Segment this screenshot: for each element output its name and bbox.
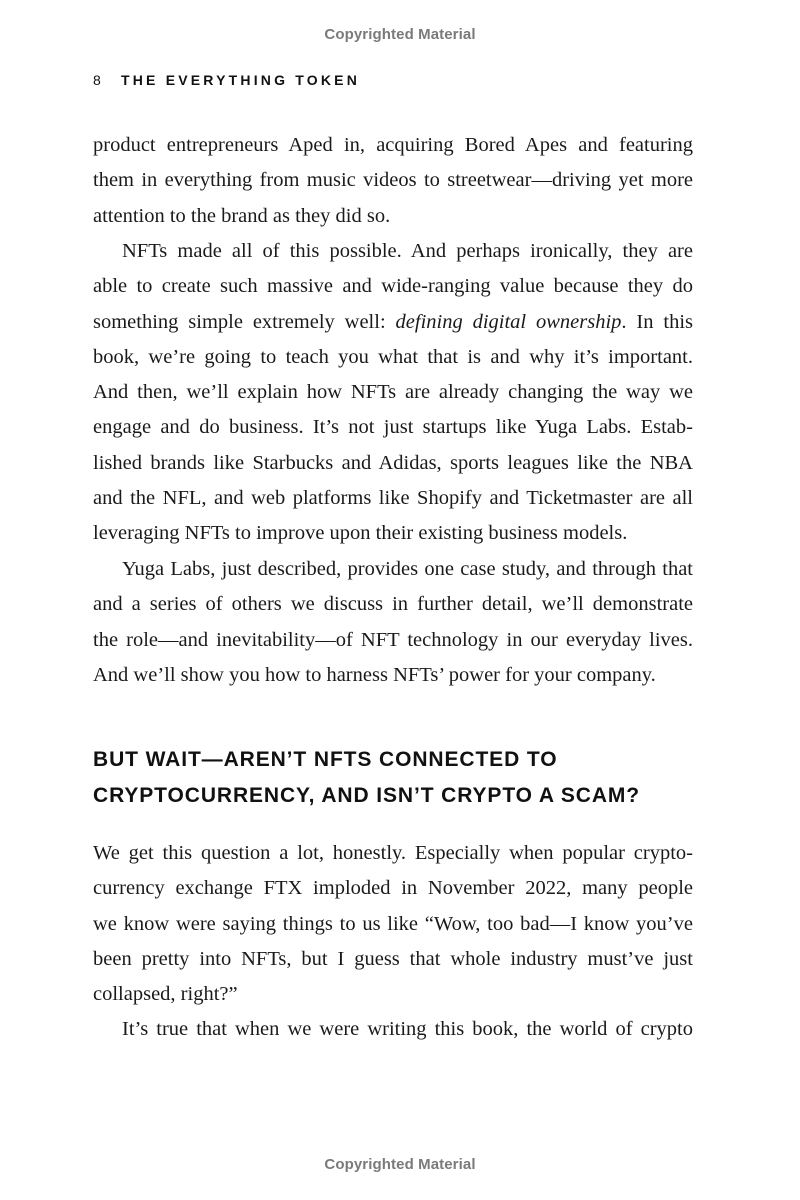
copyright-watermark-top: Copyrighted Material [324, 26, 476, 43]
text-line: been pretty into NFTs, but I guess that whole industry must’ve just [93, 947, 693, 970]
text-line: lished brands like Starbucks and Adidas, sports leagues like the NBA [93, 451, 693, 474]
heading-line: BUT WAIT—AREN’T NFTS CONNECTED TO [93, 748, 558, 771]
text-line: engage and do business. It’s not just startups like Yuga Labs. Estab- [93, 416, 693, 439]
text-line: able to create such massive and wide-ranging value because they do [93, 275, 693, 298]
text-span: . In this [621, 310, 693, 333]
text-line: attention to the brand as they did so. [93, 204, 391, 227]
text-line: Yuga Labs, just described, provides one case study, and through that [122, 558, 693, 580]
text-line: And we’ll show you how to harness NFTs’ power for your company. [93, 663, 656, 686]
text-line: them in everything from music videos to streetwear—driving yet more [93, 169, 693, 192]
copyright-watermark-bottom: Copyrighted Material [324, 1156, 476, 1173]
paragraph-nfts-made-possible [93, 234, 693, 552]
page-number: 8 [93, 72, 102, 88]
text-line: currency exchange FTX imploded in November 2022, many people [93, 877, 693, 900]
text-line: product entrepreneurs Aped in, acquiring Bored Apes and featuring [93, 134, 693, 156]
running-head [93, 72, 360, 88]
text-line: and the NFL, and web platforms like Shopify and Ticketmaster are all [93, 487, 693, 510]
book-title: THE EVERYTHING TOKEN [121, 72, 361, 88]
text-span: something simple extremely well: [93, 310, 396, 333]
section-heading [93, 742, 713, 814]
emphasis-defining-digital-ownership: defining digital ownership [395, 310, 622, 333]
text-line: and a series of others we discuss in further detail, we’ll demonstrate [93, 593, 693, 616]
text-line-with-emphasis [93, 305, 693, 340]
text-line: book, we’re going to teach you what that is and why it’s important. [93, 345, 693, 368]
section-body [93, 836, 693, 1048]
heading-line: CRYPTOCURRENCY, AND ISN’T CRYPTO A SCAM? [93, 784, 641, 807]
text-line: we know were saying things to us like “Wow, too bad—I know you’ve [93, 912, 693, 935]
text-line: the role—and inevitability—of NFT technology in our everyday lives. [93, 628, 693, 651]
text-line: collapsed, right?” [93, 983, 238, 1006]
text-line: leveraging NFTs to improve upon their existing business models. [93, 522, 628, 545]
text-line: And then, we’ll explain how NFTs are already changing the way we [93, 381, 693, 404]
paragraph-continuation [93, 128, 693, 234]
text-line: It’s true that when we were writing this book, the world of crypto [122, 1018, 693, 1041]
paragraph-yuga-labs [93, 552, 693, 693]
text-line: We get this question a lot, honestly. Especially when popular crypto- [93, 842, 693, 864]
text-line: NFTs made all of this possible. And perhaps ironically, they are [122, 240, 693, 262]
